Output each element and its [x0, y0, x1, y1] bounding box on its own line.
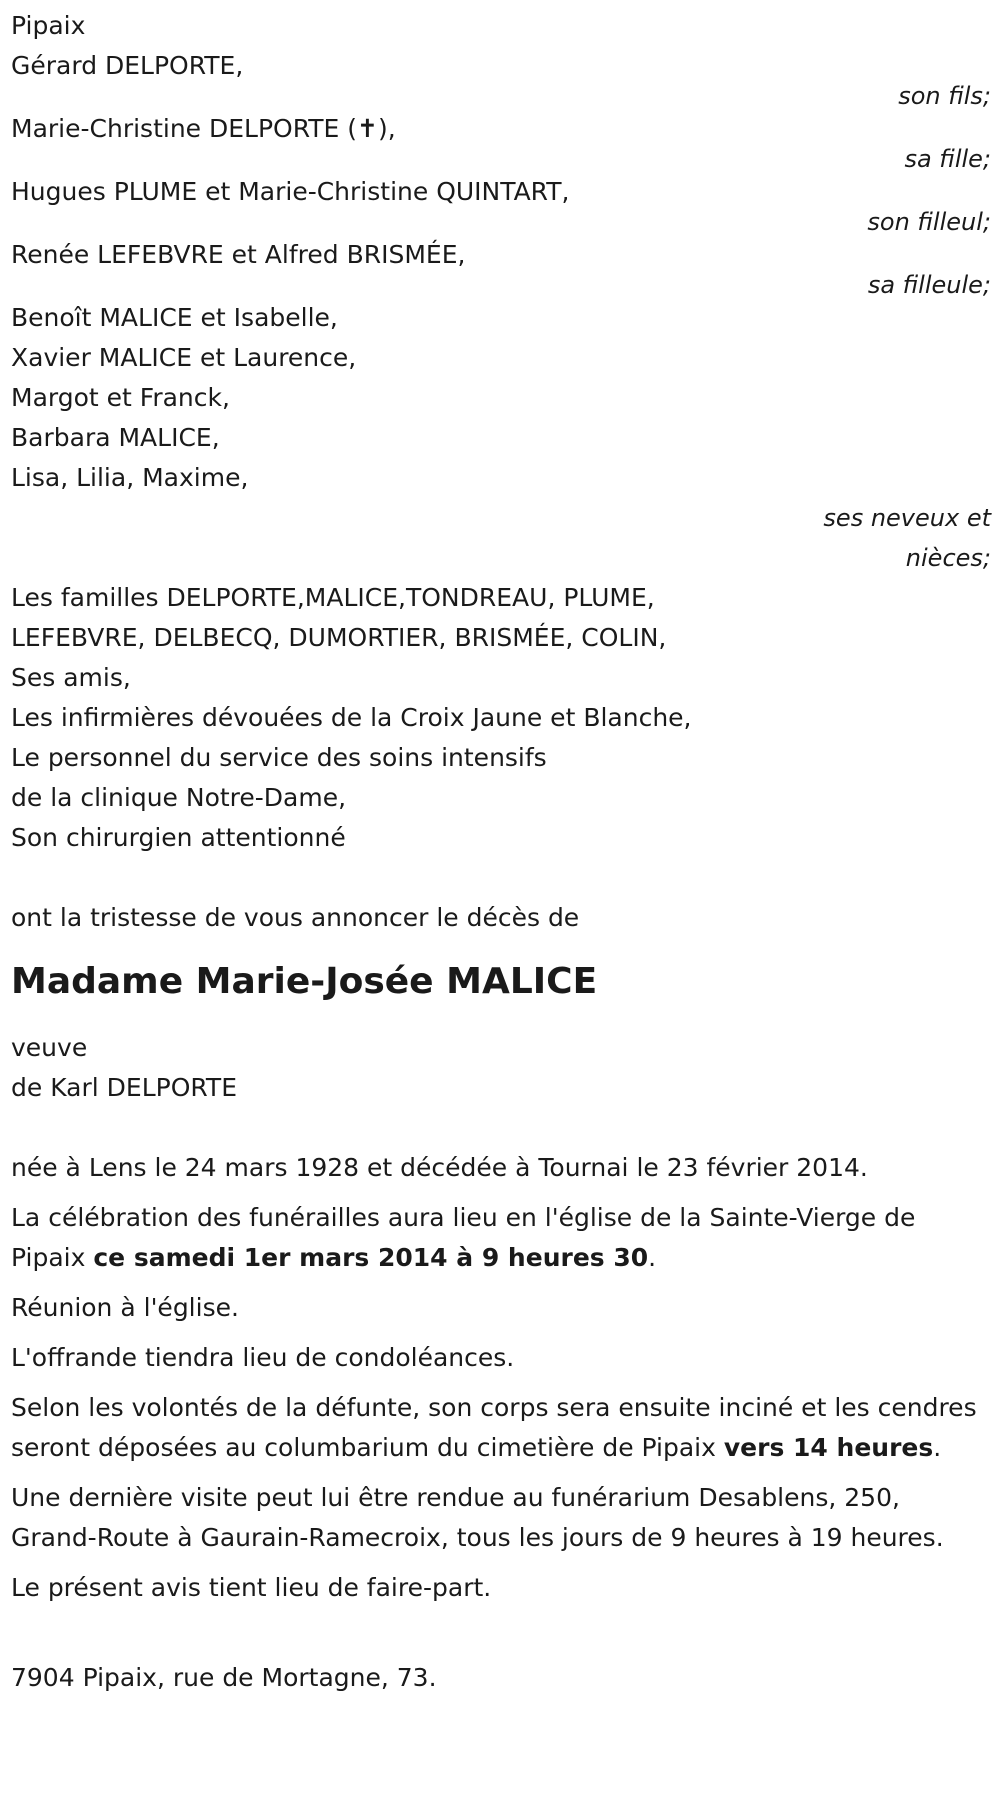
offrande-text: L'offrande tiendra lieu de condoléances.	[11, 1343, 515, 1372]
family-names: Gérard DELPORTE,	[11, 51, 244, 80]
nephew-line: Margot et Franck,	[11, 383, 230, 412]
cremation-text-end: .	[933, 1433, 942, 1462]
family-entry	[11, 109, 991, 172]
family-relation: sa filleule;	[867, 271, 991, 299]
widow-line: veuve	[11, 1033, 88, 1062]
family-names: Hugues PLUME et Marie-Christine QUINTART,	[11, 177, 570, 206]
others-line: Le personnel du service des soins intensifs	[11, 743, 547, 772]
others-line: Ses amis,	[11, 663, 131, 692]
birth-death-text: née à Lens le 24 mars 1928 et décédée à Tournai le 23 février 2014.	[11, 1153, 868, 1182]
place-heading: Pipaix	[11, 11, 86, 40]
others-line: LEFEBVRE, DELBECQ, DUMORTIER, BRISMÉE, COLIN,	[11, 623, 667, 652]
widow-line: de Karl DELPORTE	[11, 1073, 237, 1102]
others-line: Les familles DELPORTE,MALICE,TONDREAU, PLUME,	[11, 583, 655, 612]
family-entry	[11, 172, 991, 235]
nephews-relation: ses neveux et	[823, 504, 991, 532]
visit-text: Une dernière visite peut lui être rendue au funérarium Desablens, 250, Grand-Route à Gaurain-Ramecroix, tous les jours de 9 heures à 19 heures.	[11, 1483, 944, 1552]
family-relation: son fils;	[898, 82, 991, 110]
nephew-line: Barbara MALICE,	[11, 423, 220, 452]
cremation-text	[11, 1388, 991, 1468]
family-entry	[11, 46, 991, 109]
nephews-block	[11, 298, 991, 578]
nephew-line: Lisa, Lilia, Maxime,	[11, 463, 249, 492]
nephew-line: Benoît MALICE et Isabelle,	[11, 303, 338, 332]
nephews-relation: nièces;	[905, 544, 991, 572]
others-line: Les infirmières dévouées de la Croix Jaune et Blanche,	[11, 703, 692, 732]
funeral-text	[11, 1198, 991, 1278]
announce-text: ont la tristesse de vous annoncer le décès de	[11, 903, 580, 932]
funeral-date: ce samedi 1er mars 2014 à 9 heures 30	[93, 1243, 649, 1272]
others-line: Son chirurgien attentionné	[11, 823, 346, 852]
funeral-text-main: La célébration des funérailles aura lieu en l'église de la Sainte-Vierge de Pipaix	[11, 1203, 916, 1272]
others-block	[11, 578, 991, 858]
cremation-text-main: Selon les volontés de la défunte, son corps sera ensuite inciné et les cendres seront déposées au columbarium du cimetière de Pipaix	[11, 1393, 977, 1462]
address-text: 7904 Pipaix, rue de Mortagne, 73.	[11, 1663, 437, 1692]
nephew-line: Xavier MALICE et Laurence,	[11, 343, 357, 372]
reunion-text: Réunion à l'église.	[11, 1293, 239, 1322]
deceased-name: Madame Marie-Josée MALICE	[11, 961, 598, 1002]
family-relation: son filleul;	[867, 208, 991, 236]
obituary-content	[11, 6, 991, 1698]
family-relation: sa fille;	[904, 145, 991, 173]
family-names: Marie-Christine DELPORTE (✝),	[11, 114, 396, 143]
cremation-time: vers 14 heures	[723, 1433, 934, 1462]
family-entry	[11, 235, 991, 298]
others-line: de la clinique Notre-Dame,	[11, 783, 347, 812]
funeral-text-end: .	[648, 1243, 657, 1272]
faire-part-text: Le présent avis tient lieu de faire-part.	[11, 1573, 492, 1602]
family-names: Renée LEFEBVRE et Alfred BRISMÉE,	[11, 240, 466, 269]
